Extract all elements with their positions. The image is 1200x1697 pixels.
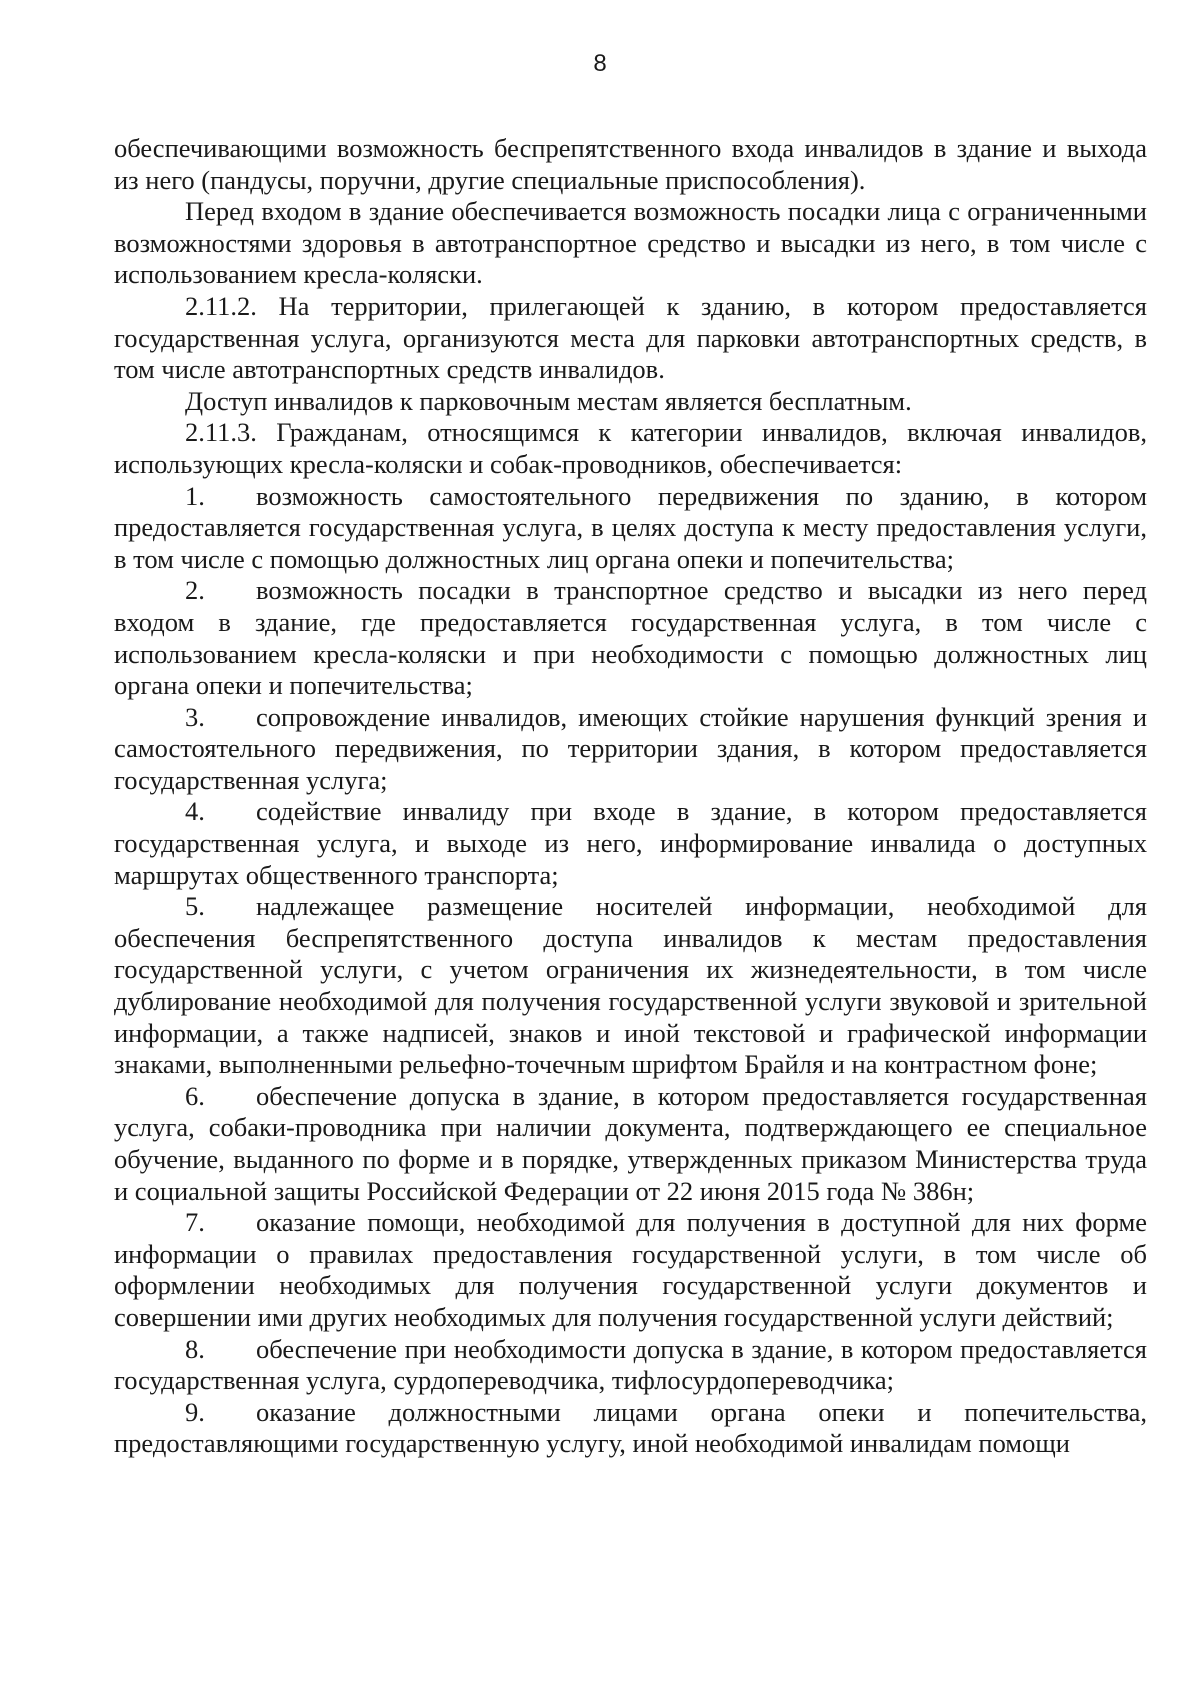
page-number: 8 [593, 50, 607, 77]
list-item-number: 3. [185, 701, 205, 732]
list-item-number: 4. [185, 796, 205, 827]
list-item-text: обеспечение при необходимости допуска в здание, в котором предоставляется государственная услуга, сурдопереводчика, тифлосурдопереводчика; [114, 1333, 1147, 1396]
list-item-number: 8. [185, 1333, 205, 1364]
list-item [114, 575, 1147, 701]
list-item-number: 6. [185, 1080, 205, 1111]
paragraph-2-11-2: 2.11.2. На территории, прилегающей к зданию, в котором предоставляется государственная услуга, организуются места для парковки автотранспортных средств, в том числе автотранспортных средств инвалидов. [114, 290, 1147, 385]
list-item-text: обеспечение допуска в здание, в котором предоставляется государственная услуга, собаки-проводника при наличии документа, подтверждающего ее специальное обучение, выданного по форме и в порядке, утвержденных приказом Министерства труда и социальной защиты Российской Федерации от 22 июня 2015 года № 386н; [114, 1080, 1147, 1206]
list-item-number: 2. [185, 575, 205, 606]
list-item [114, 1334, 1147, 1397]
list-item-text: возможность самостоятельного передвижения по зданию, в котором предоставляется государственная услуга, в целях доступа к месту предоставления услуги, в том числе с помощью должностных лиц органа опеки и попечительства; [114, 480, 1147, 574]
list-item-number: 9. [185, 1396, 205, 1427]
list-item [114, 1397, 1147, 1460]
list-item [114, 1081, 1147, 1207]
paragraph-continuation: обеспечивающими возможность беспрепятственного входа инвалидов в здание и выхода из него (пандусы, поручни, другие специальные приспособления). [114, 133, 1147, 195]
list-item [114, 891, 1147, 1081]
paragraph-parking-free: Доступ инвалидов к парковочным местам является бесплатным. [185, 385, 912, 416]
document-body [114, 133, 1147, 1460]
list-item-text: возможность посадки в транспортное средство и высадки из него перед входом в здание, где предоставляется государственная услуга, в том числе с использованием кресла-коляски и при необходимости с помощью должностных лиц органа опеки и попечительства; [114, 575, 1147, 701]
paragraph-2-11-3: 2.11.3. Гражданам, относящимся к категории инвалидов, включая инвалидов, использующих кресла-коляски и собак-проводников, обеспечивается: [114, 417, 1147, 479]
list-item-number: 1. [185, 480, 205, 511]
list-item [114, 796, 1147, 891]
list-item [114, 702, 1147, 797]
list-item-text: оказание помощи, необходимой для получения в доступной для них форме информации о правилах предоставления государственной услуги, в том числе об оформлении необходимых для получения государственной услуги документов и совершении ими других необходимых для получения государственной услуги действий; [114, 1207, 1147, 1332]
list-item [114, 1207, 1147, 1333]
list-item-text: сопровождение инвалидов, имеющих стойкие нарушения функций зрения и самостоятельного передвижения, по территории здания, в котором предоставляется государственная услуга; [114, 701, 1147, 795]
list-item-number: 5. [185, 891, 205, 922]
list-item [114, 481, 1147, 576]
list-item-text: оказание должностными лицами органа опеки и попечительства, предоставляющими государственную услугу, иной необходимой инвалидам помощи [114, 1396, 1147, 1459]
list-item-number: 7. [185, 1207, 205, 1238]
list-item-text: содействие инвалиду при входе в здание, в котором предоставляется государственная услуга, и выходе из него, информирование инвалида о доступных маршрутах общественного транспорта; [114, 796, 1147, 890]
list-item-text: надлежащее размещение носителей информации, необходимой для обеспечения беспрепятственного доступа инвалидов к местам предоставления государственной услуги, с учетом ограничения их жизнедеятельности, в том числе дублирование необходимой для получения государственной услуги звуковой и зрительной информации, а также надписей, знаков и иной текстовой и графической информации знаками, выполненными рельефно-точечным шрифтом Брайля и на контрастном фоне; [114, 891, 1147, 1080]
paragraph-entry-boarding: Перед входом в здание обеспечивается возможность посадки лица с ограниченными возможностями здоровья в автотранспортное средство и высадки из него, в том числе с использованием кресла-коляски. [114, 196, 1147, 290]
